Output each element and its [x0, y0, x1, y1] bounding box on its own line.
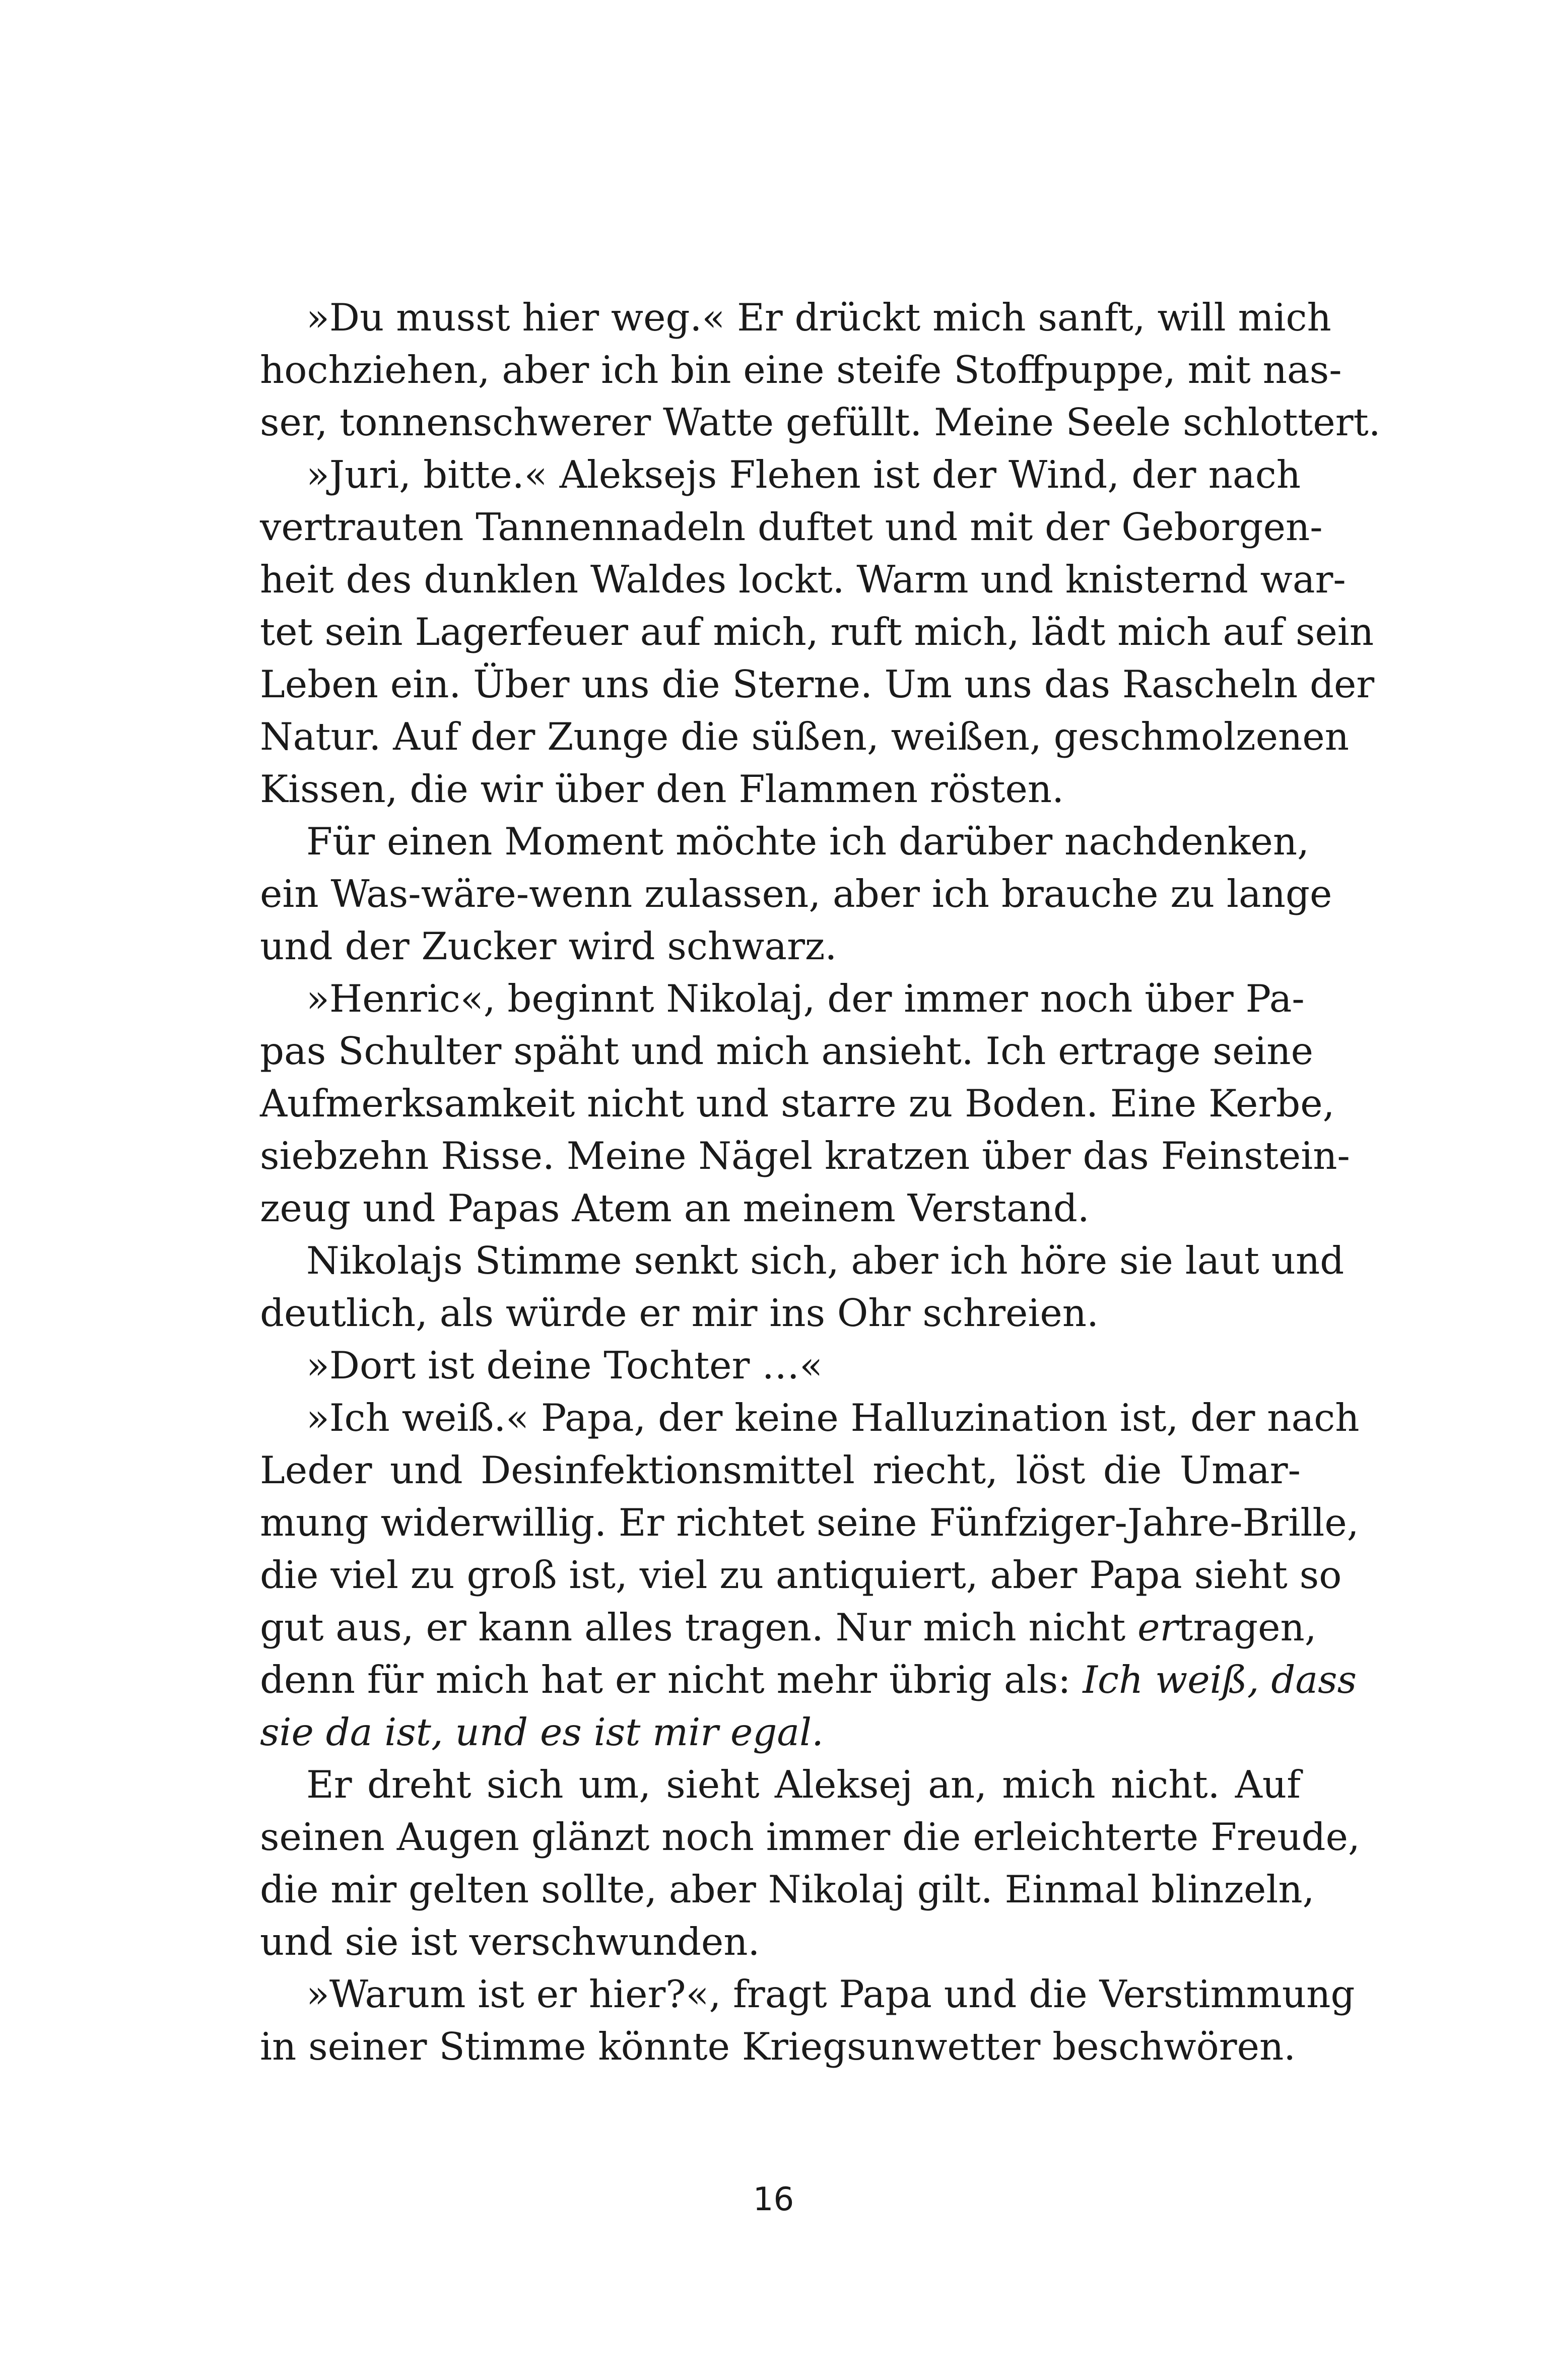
- text-line: heit des dunklen Waldes lockt. Warm und knisternd war-: [260, 557, 1346, 602]
- text-line: »Juri, bitte.« Aleksejs Flehen ist der Wind, der nach: [306, 452, 1301, 497]
- text-line: Kissen, die wir über den Flammen rösten.: [260, 767, 1064, 811]
- text-segment: denn für mich hat er nicht mehr übrig als:: [260, 1658, 1083, 1702]
- text-line: Er dreht sich um, sieht Aleksej an, mich nicht. Auf: [306, 1762, 1301, 1807]
- text-line: die viel zu groß ist, viel zu antiquiert, aber Papa sieht so: [260, 1553, 1342, 1597]
- text-line: zeug und Papas Atem an meinem Verstand.: [260, 1186, 1090, 1230]
- text-line-mixed: [260, 1601, 1317, 1654]
- text-line: und der Zucker wird schwarz.: [260, 924, 837, 968]
- text-line: ser, tonnenschwerer Watte gefüllt. Meine Seele schlottert.: [260, 400, 1381, 444]
- page-number: 16: [753, 2181, 794, 2218]
- text-line: ein Was-wäre-wenn zulassen, aber ich brauche zu lange: [260, 872, 1332, 916]
- text-line: Nikolajs Stimme senkt sich, aber ich höre sie laut und: [306, 1238, 1344, 1283]
- text-line: tet sein Lagerfeuer auf mich, ruft mich, lädt mich auf sein: [260, 610, 1374, 654]
- text-line: deutlich, als würde er mir ins Ohr schreien.: [260, 1291, 1099, 1335]
- text-line: Aufmerksamkeit nicht und starre zu Boden. Eine Kerbe,: [260, 1081, 1335, 1126]
- text-line: »Dort ist deine Tochter …«: [306, 1343, 823, 1387]
- text-line: siebzehn Risse. Meine Nägel kratzen über das Feinstein-: [260, 1134, 1350, 1178]
- text-line: in seiner Stimme könnte Kriegsunwetter beschwören.: [260, 2024, 1296, 2069]
- text-segment: tragen,: [1178, 1605, 1317, 1649]
- text-line-mixed: [260, 1654, 1357, 1706]
- text-line: pas Schulter späht und mich ansieht. Ich ertrage seine: [260, 1029, 1313, 1073]
- text-line: Leder und Desinfektionsmittel riecht, löst die Umar-: [260, 1448, 1301, 1492]
- text-line: und sie ist verschwunden.: [260, 1920, 760, 1964]
- text-line: Natur. Auf der Zunge die süßen, weißen, geschmolzenen: [260, 714, 1350, 759]
- text-line: Leben ein. Über uns die Sterne. Um uns das Rascheln der: [260, 662, 1375, 706]
- text-segment: gut aus, er kann alles tragen. Nur mich nicht: [260, 1605, 1138, 1649]
- text-line: hochziehen, aber ich bin eine steife Stoffpuppe, mit nas-: [260, 348, 1342, 392]
- text-line: seinen Augen glänzt noch immer die erleichterte Freude,: [260, 1815, 1360, 1859]
- text-line: »Du musst hier weg.« Er drückt mich sanft, will mich: [306, 295, 1331, 340]
- text-line: mung widerwillig. Er richtet seine Fünfziger-Jahre-Brille,: [260, 1500, 1359, 1545]
- italic-emphasis: er: [1137, 1605, 1178, 1649]
- text-line: »Henric«, beginnt Nikolaj, der immer noch über Pa-: [306, 976, 1305, 1021]
- text-line: »Warum ist er hier?«, fragt Papa und die Verstimmung: [306, 1972, 1355, 2016]
- text-line: »Ich weiß.« Papa, der keine Halluzination ist, der nach: [306, 1396, 1360, 1440]
- body-text: [260, 291, 1381, 2073]
- text-line-italic: sie da ist, und es ist mir egal.: [260, 1710, 824, 1754]
- text-line: die mir gelten sollte, aber Nikolaj gilt. Einmal blinzeln,: [260, 1867, 1315, 1911]
- text-line: vertrauten Tannennadeln duftet und mit der Geborgen-: [260, 505, 1323, 549]
- italic-emphasis: Ich weiß, dass: [1083, 1658, 1357, 1702]
- text-line: Für einen Moment möchte ich darüber nachdenken,: [306, 819, 1310, 864]
